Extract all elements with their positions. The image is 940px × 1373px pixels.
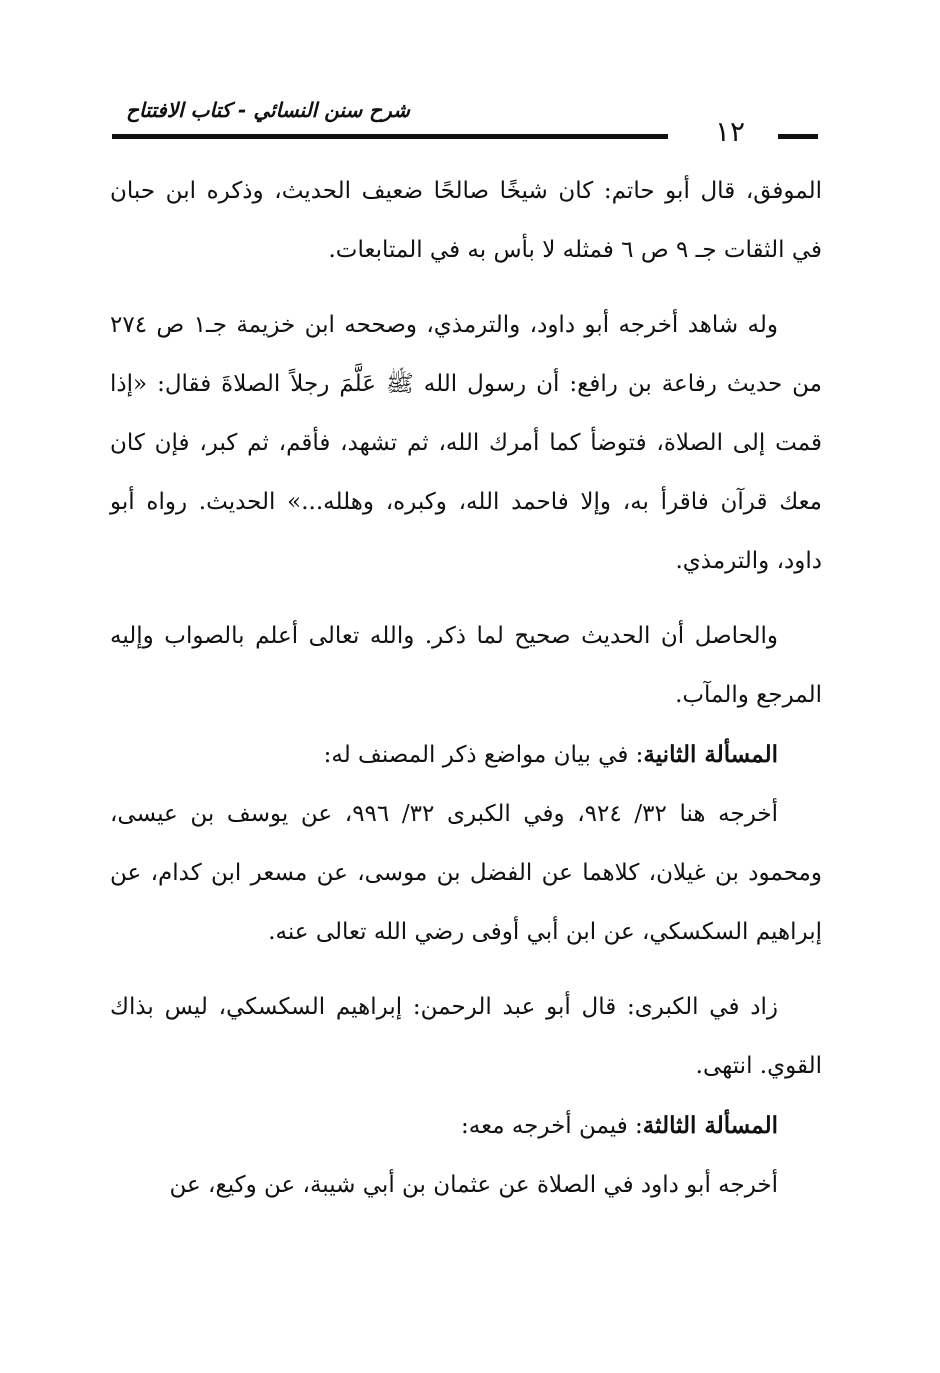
paragraph-6: زاد في الكبرى: قال أبو عبد الرحمن: إبراهيم السكسكي، ليس بذاك القوي. انتهى. [110, 994, 822, 1079]
paragraph-7 [110, 1096, 822, 1156]
page-number-dash [778, 134, 818, 139]
body-text [110, 162, 822, 1215]
paragraph-8: أخرجه أبو داود في الصلاة عن عثمان بن أبي شيبة، عن وكيع، عن [169, 1172, 778, 1198]
paragraph-5: أخرجه هنا ٣٢/ ٩٢٤، وفي الكبرى ٣٢/ ٩٩٦، عن يوسف بن عيسى، ومحمود بن غيلان، كلاهما عن الفضل بن موسى، عن مسعر ابن كدام، عن إبراهيم السكسكي، عن ابن أبي أوفى رضي الله تعالى عنه. [110, 801, 822, 945]
paragraph-1: الموفق، قال أبو حاتم: كان شيخًا صالحًا ضعيف الحديث، وذكره ابن حبان في الثقات جـ ٩ ص ٦ فمثله لا بأس به في المتابعات. [110, 178, 822, 263]
section-heading-3: المسألة الثالثة [642, 1112, 778, 1139]
section-heading-2: المسألة الثانية [643, 741, 778, 768]
running-head: شرح سنن النسائي - كتاب الافتتاح [126, 98, 410, 122]
section-heading-3-text: : فيمن أخرجه معه: [461, 1113, 643, 1139]
paragraph-2: وله شاهد أخرجه أبو داود، والترمذي، وصححه ابن خزيمة جـ١ ص ٢٧٤ من حديث رفاعة بن رافع: أن رسول الله ﷺ عَلَّمَ رجلاً الصلاةَ فقال: «إذا قمت إلى الصلاة، فتوضأ كما أمرك الله، ثم تشهد، فأقم، ثم كبر، فإن كان معك قرآن فاقرأ به، وإلا فاحمد الله، وكبره، وهلله...» الحديث. رواه أبو داود، والترمذي. [110, 312, 822, 574]
page-number: ١٢ [714, 115, 746, 148]
paragraph-4 [110, 725, 822, 785]
section-heading-2-text: : في بيان مواضع ذكر المصنف له: [323, 742, 644, 768]
paragraph-3: والحاصل أن الحديث صحيح لما ذكر. والله تعالى أعلم بالصواب وإليه المرجع والمآب. [110, 623, 822, 708]
header-rule [112, 134, 668, 139]
